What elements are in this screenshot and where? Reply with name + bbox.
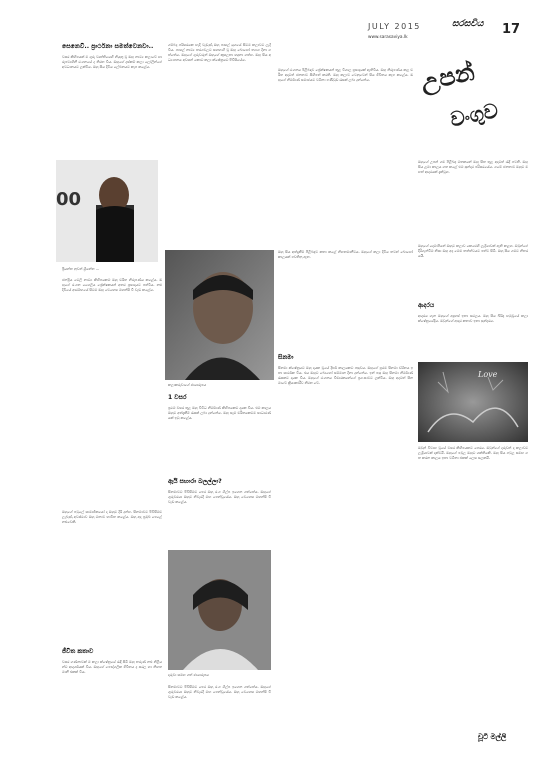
- left-body-text-1: ජනප්‍රිය ටෙලි නාට්‍ය කිහිපයකම ඔහු චරිත නිරූපණය කළේය. ඔහුගේ රංගන ශෛලිය ප්‍රේක්ෂකයන් අතර ප්‍රසාදයට පත්විය. නළු දිවියේ ආරම්භයේ සිටම ඔහු වෙහෙස මහන්සි වී වැඩ කළේය.: [62, 278, 162, 293]
- child-photo: [168, 550, 271, 670]
- feature-title-block: [418, 56, 528, 156]
- right-section-heading: සිනමා: [278, 354, 294, 361]
- website-url[interactable]: www.sarasaviya.lk: [368, 35, 408, 40]
- middle-section-text: ප්‍රථම වසර තුළ ඔහු විවිධ නිර්මාණ කිහිපයකට දායක විය. එම කාලය ඔහුට අත්දැකීම් රැසක් ලබා දුන්නේය. ඔහු සෑම චරිතයකටම සාධාරණයක් ඉටු කළේය.: [168, 406, 271, 421]
- right-section-text: සිනමා ක්ෂේත්‍රයට ඔහු දායක වූයේ දීර්ඝ කාලයකට පසුවය. ඔහුගේ ප්‍රථම සිනමා චරිතය ඉතා සාර්ථක විය. එය ඔහුට බොහෝ සම්මාන දිනා දුන්නේය. ඉන් පසු ඔහු සිනමා නිර්මාණ රැසකට දායක විය. ඔහුගේ රංගනය විචාරකයන්ගේ ප්‍රශංසාවට ලක්විය. ඔහු අදටත් සිනමාවේ ක්‍රියාකාරීව නිරත වේ.: [278, 366, 413, 386]
- middle-intro-text: ගම්බද පරිසරයක හැදී වැඩුණු ඔහු පාසල් යුගයේ සිටම කලාවට ලැදි විය. පාසල් නාට්‍ය තරගවලට සහභාගී වූ ඔහු බොහෝ ත්‍යාග දිනා ගත්තේය. ඔහුගේ ගුරුවරුන් ඔහුගේ කුසලතා හඳුනා ගත්හ. ඔහු සිය අධ්‍යාපනය අවසන් කොට කලා ක්ෂේත්‍රයට පිවිසියේය.: [168, 43, 271, 63]
- love-image-label: Love: [478, 370, 498, 379]
- actor-photo-middle: [165, 250, 274, 380]
- right-top-text-1: ඔහුගේ රංගනය පිළිබඳව ප්‍රේක්ෂකයන් තුළ විශාල ප්‍රසාදයක් ඇතිවිය. ඔහු නිරූපණය කළ චරිත අදටත් ජනතාව සිහිපත් කරති. ඔහු කලාව වෙනුවෙන් සිය ජීවිතය කැප කළේය. ඔහුගේ නිර්මාණ සමාජයට වටිනා පණිවුඩ රැසක් ලබා දුන්නේය.: [278, 68, 413, 83]
- feature-title-line-2: වංගුව: [448, 97, 501, 132]
- feature-text-1: ඔහුගේ උපන් ගම පිළිබඳ මතකයන් ඔහු සිත තුළ අදටත් රැඳී පවතී. ඔහු සිය ළමා කාලය ගත කළේ එම සුන්දර පරිසරයේය. ගමේ ජනතාව ඔහුට මහත් ආදරයක් දැක්වූහ.: [418, 160, 528, 175]
- middle-subheading: ඇයි සහාරා බලල්ලා?: [168, 478, 222, 485]
- right-top-text-2: ඔහු සිය අත්දැකීම් පිළිබඳව කතා කළේ නිහතමානීවය. ඔහුගේ කලා දිවිය තවත් බොහෝ කාලයක් පවතිනු ඇත.: [278, 250, 413, 260]
- actor-closeup-graphic: [165, 250, 274, 380]
- feature-heading: ආදරය: [418, 302, 435, 309]
- love-art-graphic: [418, 362, 528, 442]
- issue-date: JULY 2015: [368, 22, 421, 31]
- svg-text:00: 00: [56, 189, 82, 210]
- middle-photo-caption: කලාකරුවාගේ ඡායාරූපය: [168, 383, 207, 387]
- left-body-text-3: වසර ගණනාවක් ම කලා ක්ෂේත්‍රයේ රැඳී සිටි ඔහු තරුණ නළු නිළියන්ට ආදර්ශයක් විය. ඔහුගේ පෞද්ගලික ජීවිතය ද සරල හා නිහතමානී එකක් විය.: [62, 660, 162, 675]
- feature-bottom-text: ඔවුන් විවාහ වූයේ වසර කිහිපයකට පෙරය. ඔවුන්ගේ දරුවන් ද කලාවට ලැදියාවක් දක්වයි. ඔහුගේ පවුල ඔහුට ශක්තියකි. ඔහු සිය පවුල සමඟ ගත කරන කාලය ඉතා වටිනා එකක් ලෙස සලකයි.: [418, 446, 528, 461]
- feature-title-line-1: උපන්: [418, 56, 477, 97]
- publication-logo: සරසවිය: [452, 19, 484, 29]
- page-number: 17: [502, 22, 521, 37]
- left-photo-caption: ප්‍රියන්ත නුවන් ශ්‍රියන්ත ...: [62, 267, 100, 271]
- left-section-heading: ජීවිත කතාව: [62, 648, 94, 655]
- left-headline: සෙනෙවි.. ප්‍රාර්ථනා සමත්වෙනවා..: [62, 43, 154, 50]
- page-header: [360, 18, 535, 58]
- feature-heading-text: ආදරය ගැන ඔහුගේ අදහස් ඉතා සරලය. ඔහු සිය බිරිඳ හමුවූයේ කලා ක්ෂේත්‍රයේදීය. ඔවුන්ගේ ආදර කතාව ඉතා සුන්දරය.: [418, 314, 528, 324]
- child-portrait-graphic: [168, 550, 271, 670]
- left-intro-text: වසර කිහිපයක් ම ගුරු වෘත්තියෙහි නියුතු වූ ඔහු නාට්‍ය කලාවේ හා රූපවාහිනී රංගනයේ ද නිරත විය. ඔහුගේ දස්කම් කලා ලෝලීන්ගේ අවධානයට ලක්විය. ඔහු සිය දිවිය ලේඛනයට කැප කළේය.: [62, 55, 162, 70]
- actor-portrait-graphic: [56, 160, 158, 262]
- middle-bottom-text: සිනමාවට පිවිසීමට පෙර ඔහු රංග ශිල්ප ඉගෙන ගත්තේය. ඔහුගේ ගුරුවරයා ඔහුට නිවැරදි මඟ පෙන්වූයේය. ඔහු වෙහෙස මහන්සි වී වැඩ කළේය.: [168, 685, 271, 700]
- author-signature: චූටි මල්ලි: [478, 733, 507, 741]
- love-quote-image: [418, 362, 528, 442]
- actor-photo-left: [56, 160, 158, 262]
- feature-text-2: ඔහුගේ දෙමාපියන් ඔහුට කලාව කෙරෙහි ලැදියාවක් ඇති කළහ. ඔවුන්ගේ දිරිගැන්වීම නිසා ඔහු අද මෙම තත්ත්වයට පත්ව සිටී. ඔහු සිය ගමට නිතර යයි.: [418, 244, 528, 259]
- middle-sub-text: සිනමාවට පිවිසීමට පෙර ඔහු රංග ශිල්ප ඉගෙන ගත්තේය. ඔහුගේ ගුරුවරයා ඔහුට නිවැරදි මඟ පෙන්වූයේය. ඔහු වෙහෙස මහන්සි වී වැඩ කළේය.: [168, 490, 271, 505]
- child-photo-caption: දරුවා සමඟ ගත් ඡායාරූපය: [168, 673, 209, 677]
- middle-section-heading: 1 වසර: [168, 394, 187, 401]
- left-body-text-2: ඔහුගේ පවුලේ සාමාජිකයෝ ද ඔහුට දිරි දුන්හ. සිනමාවට පිවිසීමට ලැබුණු අවස්ථාව ඔහු මනාව භාවිත කළේය. ඔහු අද ප්‍රමුඛ පෙළේ නළුවෙකි.: [62, 510, 162, 525]
